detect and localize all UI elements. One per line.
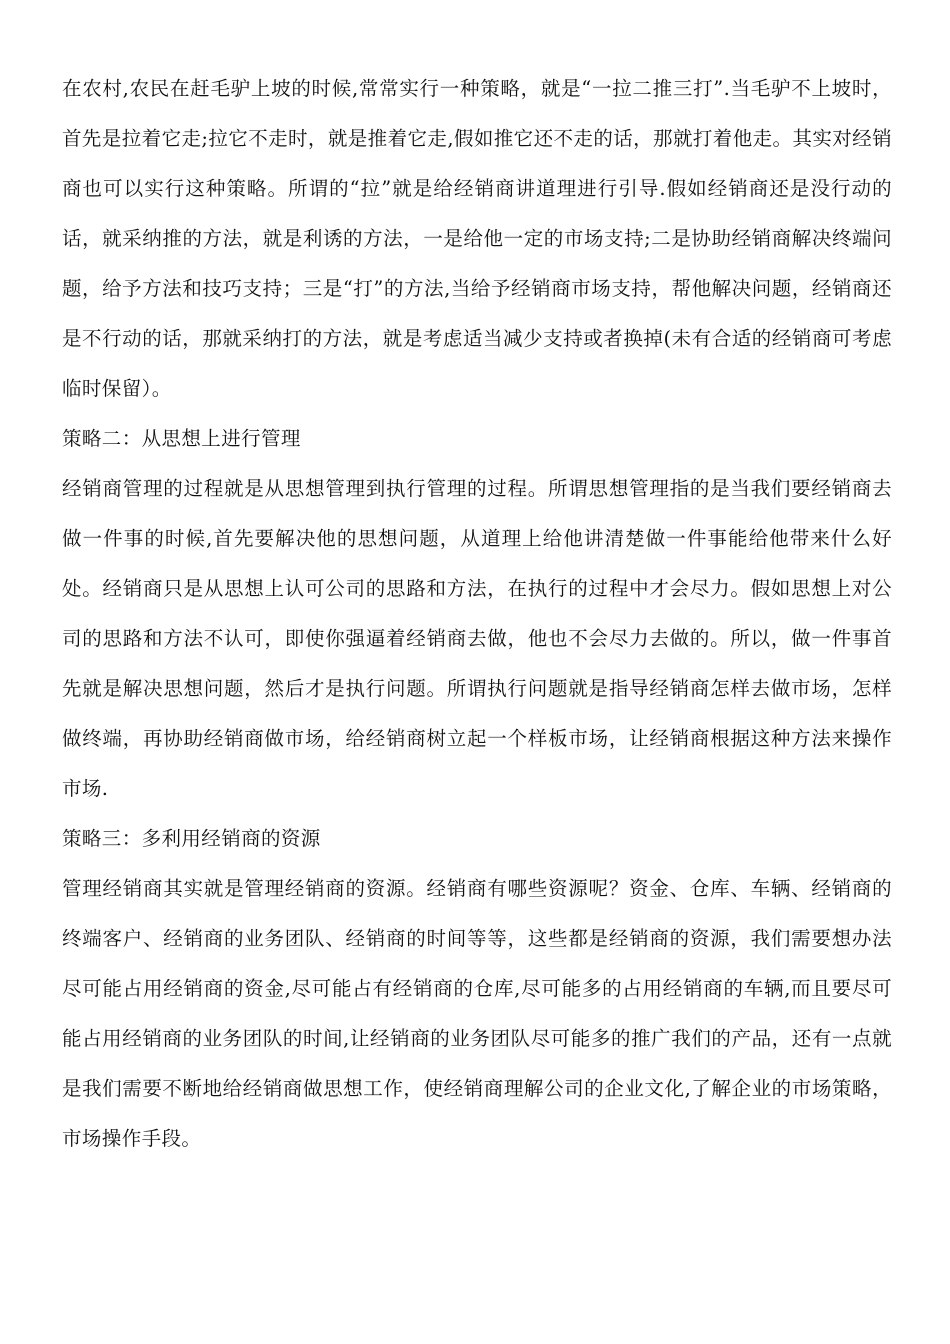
paragraph-strategy-one-body: 在农村,农民在赶毛驴上坡的时候,常常实行一种策略，就是“一拉二推三打”.当毛驴不上坡时，首先是拉着它走;拉它不走时，就是推着它走,假如推它还不走的话，那就打着他走。其实对经销商也可以实行这种策略。所谓的“拉”就是给经销商讲道理进行引导.假如经销商还是没行动的话，就采纳推的方法，就是利诱的方法，一是给他一定的市场支持;二是协助经销商解决终端问题，给予方法和技巧支持；三是“打”的方法,当给予经销商市场支持，帮他解决问题，经销商还是不行动的话，那就采纳打的方法，就是考虑适当减少支持或者换掉(未有合适的经销商可考虑临时保留）。: [62, 77, 892, 400]
heading-strategy-three: 策略三：多利用经销商的资源: [62, 827, 321, 850]
paragraph-strategy-two-body: 经销商管理的过程就是从思想管理到执行管理的过程。所谓思想管理指的是当我们要经销商去做一件事的时候,首先要解决他的思想问题，从道理上给他讲清楚做一件事能给他带来什么好处。经销商只是从思想上认可公司的思路和方法，在执行的过程中才会尽力。假如思想上对公司的思路和方法不认可，即使你强逼着经销商去做，他也不会尽力去做的。所以，做一件事首先就是解决思想问题，然后才是执行问题。所谓执行问题就是指导经销商怎样去做市场，怎样做终端，再协助经销商做市场，给经销商树立起一个样板市场，让经销商根据这种方法来操作市场.: [62, 477, 892, 800]
heading-strategy-two: 策略二：从思想上进行管理: [62, 427, 301, 450]
paragraph-strategy-three-body: 管理经销商其实就是管理经销商的资源。经销商有哪些资源呢？资金、仓库、车辆、经销商的终端客户、经销商的业务团队、经销商的时间等等，这些都是经销商的资源，我们需要想办法尽可能占用经销商的资金,尽可能占有经销商的仓库,尽可能多的占用经销商的车辆,而且要尽可能占用经销商的业务团队的时间,让经销商的业务团队尽可能多的推广我们的产品，还有一点就是我们需要不断地给经销商做思想工作，使经销商理解公司的企业文化,了解企业的市场策略，市场操作手段。: [62, 877, 892, 1150]
document-body: [62, 64, 892, 1164]
